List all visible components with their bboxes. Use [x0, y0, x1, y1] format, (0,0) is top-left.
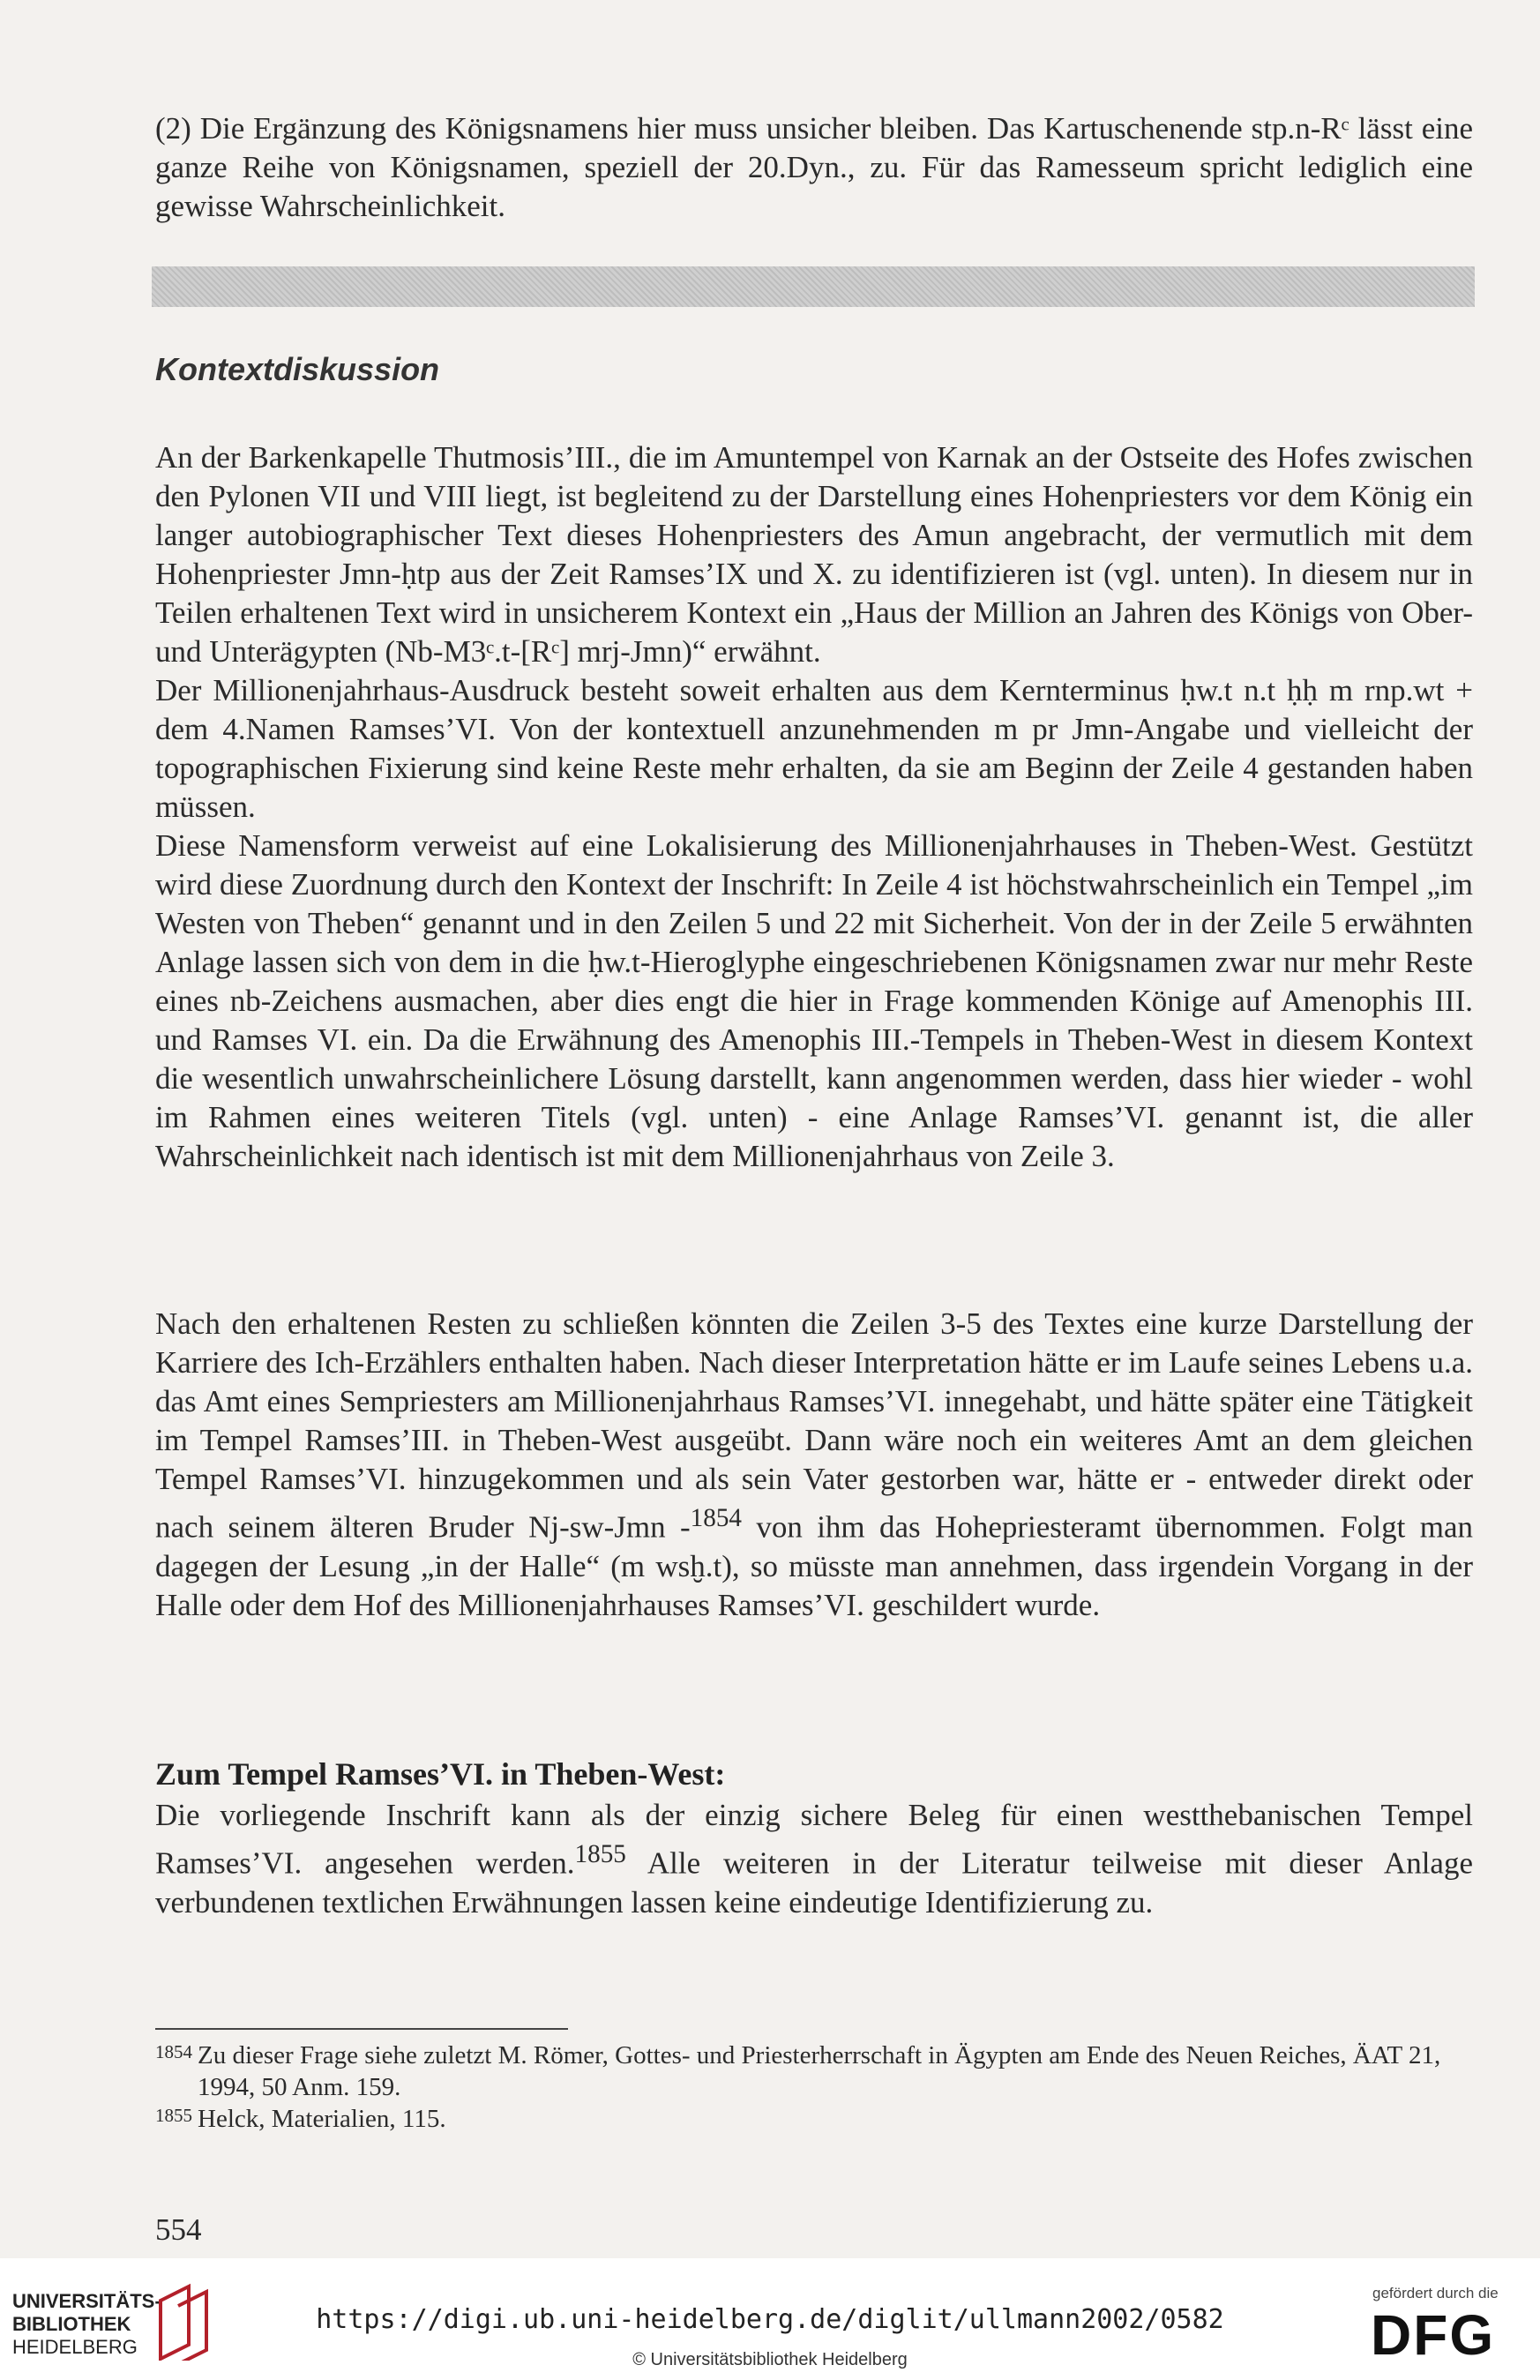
footnote-ref-1854[interactable]: 1854 [690, 1504, 742, 1532]
intro-paragraph: (2) Die Ergänzung des Königsnamens hier muss unsicher bleiben. Das Kartuschenende stp.n-Rᶜ lässt eine ganze Reihe von Königsnamen, speziell der 20.Dyn., zu. Für das Ramesseum spricht lediglich eine gewisse Wahrscheinlichkeit. [155, 111, 1473, 223]
footnote-text: Zu dieser Frage siehe zuletzt M. Römer, Gottes- und Priesterherrschaft in Ägypten am Ende des Neuen Reiches, ÄAT 21, 1994, 50 Anm. 159. [198, 2041, 1441, 2101]
permalink-url[interactable]: https://digi.ub.uni-heidelberg.de/diglit/ullmann2002/0582 [316, 2304, 1224, 2335]
footnote-number: 1854 [155, 2041, 192, 2062]
dfg-logo[interactable]: DFG [1371, 2303, 1496, 2367]
funding-label: gefördert durch die [1372, 2285, 1499, 2301]
intro-note [155, 109, 1473, 226]
page-number: 554 [155, 2212, 202, 2247]
library-logo-line: HEIDELBERG [12, 2336, 138, 2358]
footnote-ref-1855[interactable]: 1855 [574, 1840, 626, 1868]
paragraph: Diese Namensform verweist auf eine Lokalisierung des Millionenjahrhauses in Theben-West. Gestützt wird diese Zuordnung durch den Kontext der Inschrift: In Zeile 4 ist höchstwahrscheinlich ein Tempel „im Westen von Theben“ genannt und in den Zeilen 5 und 22 mit Sicherheit. Von der in der Zeile 5 erwähnten Anlage lassen sich von dem in die ḥw.t-Hieroglyphe eingeschriebenen Königsnamen zwar nur mehr Reste eines nb-Zeichens ausmachen, aber dies engt die hier in Frage kommenden Könige auf Amenophis III. und Ramses VI. ein. Da die Erwähnung des Amenophis III.-Tempels in Theben-West in diesem Kontext die wesentlich unwahrscheinlichere Lösung darstellt, kann angenommen werden, dass hier wieder - wohl im Rahmen eines weiteren Titels (vgl. unten) - eine Anlage Ramses’VI. genannt ist, die aller Wahrscheinlichkeit nach identisch ist mit dem Millionenjahrhaus von Zeile 3. [155, 828, 1473, 1173]
footnote-number: 1855 [155, 2105, 192, 2126]
paragraph: Der Millionenjahrhaus-Ausdruck besteht soweit erhalten aus dem Kernterminus ḥw.t n.t ḥḥ m rnp.wt + dem 4.Namen Ramses’VI. Von der kontextuell anzunehmenden m pr Jmn-Angabe und vielleicht der topographischen Fixierung sind keine Reste mehr erhalten, da sie am Beginn der Zeile 4 gestanden haben müssen. [155, 673, 1473, 824]
footnote-1855 [155, 2103, 1473, 2135]
footnote-text: Helck, Materialien, 115. [198, 2105, 446, 2133]
paragraph: An der Barkenkapelle Thutmosis’III., die im Amuntempel von Karnak an der Ostseite des Hofes zwischen den Pylonen VII und VIII liegt, ist begleitend zu der Darstellung eines Hohenpriesters vor dem König ein langer autobiographischer Text dieses Hohenpriesters des Amun angebracht, der vermutlich mit dem Hohenpriester Jmn-ḥtp aus der Zeit Ramses’IX und X. zu identifizieren ist (vgl. unten). In diesem nur in Teilen erhaltenen Text wird in unsicherem Kontext ein „Haus der Million an Jahren des Königs von Ober- und Unterägypten (Nb-M3ᶜ.t-[Rᶜ] mrj-Jmn)“ erwähnt. [155, 440, 1473, 669]
paragraph-text: Alle weiteren in der Literatur teilweise mit dieser Anlage verbundenen textlichen Erwähnungen lassen keine eindeutige Identifizierung zu. [155, 1845, 1473, 1920]
subheading: Zum Tempel Ramses’VI. in Theben-West: [155, 1756, 726, 1792]
library-logo-line: UNIVERSITÄTS- [12, 2290, 161, 2312]
footnote-1854 [155, 2039, 1473, 2103]
section-heading: Kontextdiskussion [155, 351, 440, 387]
paragraph-text: von ihm das Hohepriesteramt übernommen. Folgt man dagegen der Lesung „in der Halle“ (m wsḫ.t), so müsste man annehmen, dass irgendein Vorgang in der Halle oder dem Hof des Millionenjahrhauses Ramses’VI. geschildert wurde. [155, 1509, 1473, 1622]
paragraph-text: Die vorliegende Inschrift kann als der einzig sichere Beleg für einen westthebanischen Tempel Ramses’VI. angesehen werden. [155, 1798, 1473, 1881]
paragraph [155, 1796, 1473, 1922]
paragraph-text: Nach den erhaltenen Resten zu schließen könnten die Zeilen 3-5 des Textes eine kurze Darstellung der Karriere des Ich-Erzählers enthalten haben. Nach dieser Interpretation hätte er im Laufe seines Lebens u.a. das Amt eines Sempriesters am Millionenjahrhaus Ramses’VI. innegehabt, und hätte später eine Tätigkeit im Tempel Ramses’III. in Theben-West ausgeübt. Dann wäre noch ein weiteres Amt an dem gleichen Tempel Ramses’VI. hinzugekommen und als sein Vater gestorben war, hätte er - entweder direkt oder nach seinem älteren Bruder Nj-sw-Jmn - [155, 1306, 1473, 1545]
body-section-2 [155, 1305, 1473, 1625]
body-section-3 [155, 1796, 1473, 1922]
library-logo-line: BIBLIOTHEK [12, 2313, 131, 2335]
footnotes [155, 2039, 1473, 2135]
paragraph [155, 1305, 1473, 1625]
footnote-divider [155, 2028, 568, 2030]
gray-separator-bar [152, 266, 1475, 307]
footer-bar [0, 2258, 1540, 2380]
body-section-1 [155, 438, 1473, 1176]
copyright-notice: © Universitätsbibliothek Heidelberg [632, 2350, 908, 2369]
